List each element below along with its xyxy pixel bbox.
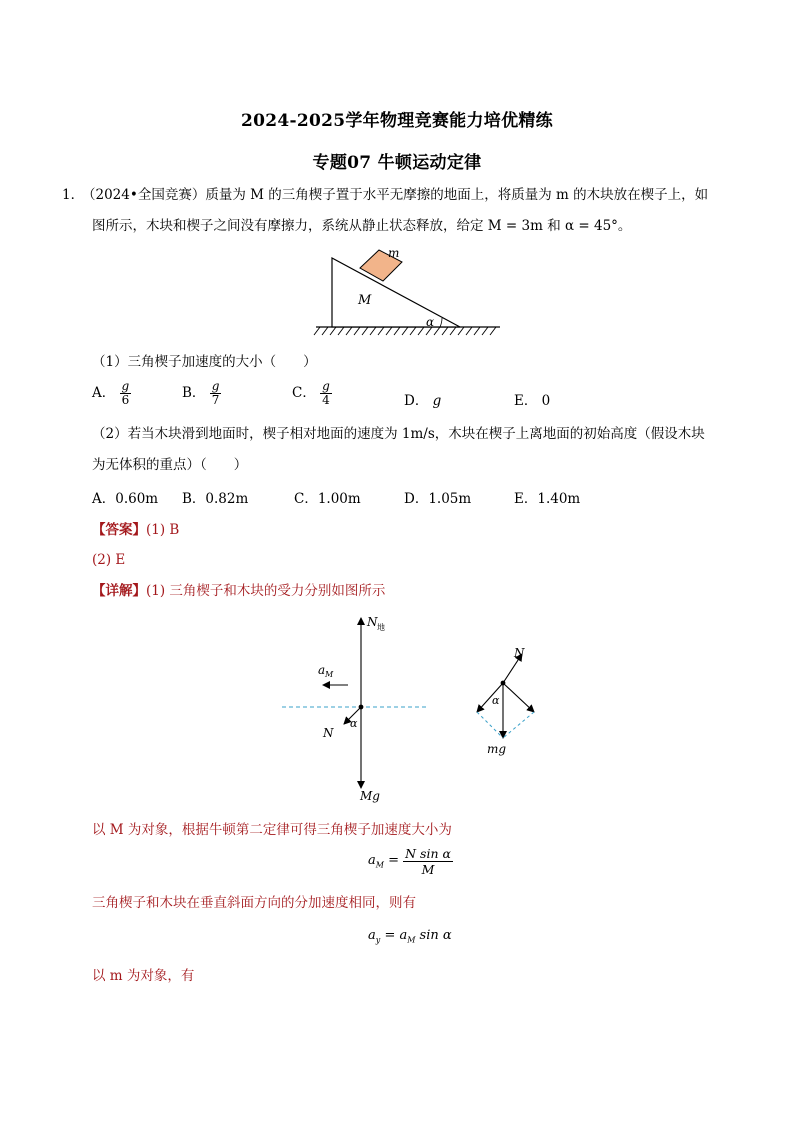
n-label: N — [323, 726, 334, 740]
eq1-fraction: $\frac{\text{N sin α}}{M}$ — [405, 846, 451, 877]
n-right-label: N — [514, 646, 525, 660]
n-ground-label: N — [367, 615, 378, 629]
eq2-lhs-sub: y — [375, 935, 381, 945]
force-diagram — [270, 610, 560, 810]
part2-option-d: D．1.05m — [404, 491, 472, 507]
question-stem-line1: （2024•全国竞赛）质量为 M 的三角楔子置于水平无摩擦的地面上，将质量为 m 的木块放在楔子上，如 — [82, 187, 709, 203]
alpha-label: α — [350, 717, 358, 730]
option-value: 0 — [541, 393, 551, 409]
page-subtitle: 专题07 牛顿运动定律 — [312, 153, 482, 173]
equation-2 — [368, 928, 452, 945]
wedge-figure — [310, 248, 510, 338]
option-value: g — [432, 393, 442, 409]
detail-text3: 以 m 为对象，有 — [92, 968, 195, 984]
eq1-lhs-sub: M — [375, 860, 384, 870]
part1-option-c — [292, 380, 332, 407]
option-fraction: $\frac{g}{4}$ — [322, 379, 330, 407]
eq2-tail: sin α — [415, 928, 452, 943]
answer-label: 【答案】 — [92, 522, 146, 538]
option-key: E． — [514, 393, 538, 409]
option-fraction: $\frac{g}{7}$ — [211, 379, 220, 407]
option-key: D． — [404, 393, 429, 409]
part2-option-e: E．1.40m — [514, 491, 581, 507]
equation-1: $a_M$ = $\frac{\text{N sin α}}{M}$ — [368, 846, 451, 877]
alpha-right-label: α — [492, 694, 500, 707]
part2-prompt-line2: 为无体积的重点）（ ） — [92, 457, 248, 473]
detail-text1: 以 M 为对象，根据牛顿第二定律可得三角楔子加速度大小为 — [92, 822, 452, 838]
part2-option-a: A．0.60m — [92, 491, 159, 507]
part2-option-c: C．1.00m — [294, 491, 361, 507]
answer-part2: (2) E — [92, 552, 126, 568]
block-mass-label: m — [388, 248, 400, 260]
detail-intro: (1) 三角楔子和木块的受力分别如图所示 — [146, 583, 386, 599]
part2-option-b: B．0.82m — [182, 491, 249, 507]
part2-prompt-line1: （2）若当木块滑到地面时，楔子相对地面的速度为 1m/s，木块在楔子上离地面的初始高度（假设木块 — [92, 426, 705, 442]
part1-prompt: （1）三角楔子加速度的大小（ ） — [92, 354, 317, 370]
detail-line — [92, 581, 385, 601]
part1-option-e — [514, 389, 550, 409]
detail-text2: 三角楔子和木块在垂直斜面方向的分加速度相同，则有 — [92, 895, 416, 911]
page-title: 2024-2025学年物理竞赛能力培优精练 — [241, 111, 553, 131]
option-fraction: $\frac{g}{6}$ — [121, 379, 130, 407]
part1-option-a — [92, 380, 131, 407]
a-m-subscript: M — [325, 670, 334, 679]
wedge-mass-label: M — [358, 293, 372, 308]
eq2-rhs: = a — [384, 928, 408, 943]
detail-label: 【详解】 — [92, 583, 146, 599]
mg-big-label: Mg — [360, 789, 380, 803]
angle-label: α — [426, 315, 435, 329]
n-ground-subscript: 地 — [377, 623, 385, 632]
option-key: A． — [92, 385, 116, 401]
question-stem-line2: 图所示，木块和楔子之间没有摩擦力，系统从静止状态释放，给定 M = 3m 和 α = 45°。 — [92, 218, 632, 234]
eq2-rhs-sub: M — [407, 935, 416, 945]
answer-line1 — [92, 520, 179, 540]
part1-option-d — [404, 389, 441, 409]
a-m-label: a — [318, 663, 326, 677]
part1-option-b — [182, 380, 221, 407]
option-key: C． — [292, 385, 316, 401]
eq2-lhs: a — [368, 928, 376, 943]
mg-small-label: mg — [487, 742, 507, 756]
eq1-lhs: a — [368, 853, 376, 869]
question-number: 1． — [62, 187, 85, 203]
option-key: B． — [182, 385, 206, 401]
answer-part1: (1) B — [146, 522, 180, 538]
